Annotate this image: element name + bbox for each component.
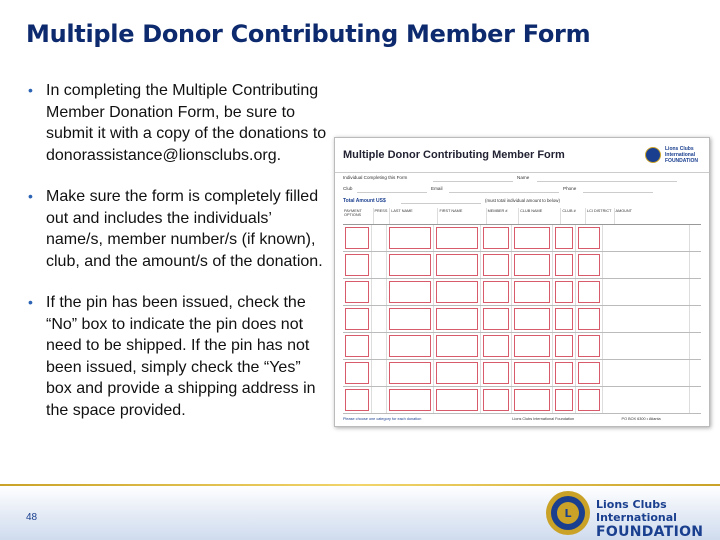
slide-title: Multiple Donor Contributing Member Form xyxy=(26,20,591,48)
form-field xyxy=(401,197,481,204)
form-input-box xyxy=(345,281,369,303)
brand-line-2: FOUNDATION xyxy=(596,524,704,540)
form-grid-cell xyxy=(553,333,576,359)
form-info-row xyxy=(335,184,709,195)
form-grid-cell xyxy=(512,306,553,332)
form-input-box xyxy=(578,254,600,276)
form-grid-cell xyxy=(603,360,690,386)
grid-col-header: AMOUNT xyxy=(615,209,632,213)
form-grid-cell xyxy=(343,333,372,359)
form-grid-cell xyxy=(603,279,690,305)
form-grid-cell xyxy=(576,360,603,386)
form-footer xyxy=(343,417,701,421)
form-input-box xyxy=(483,362,509,384)
form-grid-cell xyxy=(387,225,434,251)
form-input-box xyxy=(389,281,431,303)
form-input-box xyxy=(436,335,478,357)
grid-col-header: PRESS xyxy=(374,208,391,224)
grid-col-header: LCI DISTRICT xyxy=(586,208,615,224)
form-grid-row xyxy=(343,225,701,252)
form-input-box xyxy=(555,254,573,276)
form-grid-cell xyxy=(343,279,372,305)
grid-col-header: CLUB NAME xyxy=(519,208,561,224)
form-input-box xyxy=(436,362,478,384)
form-input-box xyxy=(345,227,369,249)
form-label: Name xyxy=(517,175,530,180)
form-input-box xyxy=(555,281,573,303)
form-logo-text: Lions Clubs International FOUNDATION xyxy=(665,146,698,164)
bullet-icon: • xyxy=(28,188,33,204)
form-grid-cell xyxy=(387,333,434,359)
form-grid-cell xyxy=(512,333,553,359)
form-field xyxy=(357,186,427,193)
form-grid-header xyxy=(343,208,701,225)
form-grid-cell xyxy=(576,333,603,359)
form-grid-cell xyxy=(481,252,512,278)
form-input-box xyxy=(555,335,573,357)
form-grid-cell xyxy=(434,279,481,305)
form-foot-right: PO BOX 6300 • Atlanta xyxy=(621,417,661,421)
form-grid-cell xyxy=(372,225,387,251)
form-input-box xyxy=(345,389,369,411)
form-grid-row xyxy=(343,279,701,306)
form-grid-cell xyxy=(434,252,481,278)
form-grid-cell xyxy=(576,252,603,278)
form-grid-cell xyxy=(372,333,387,359)
form-input-box xyxy=(514,335,550,357)
form-input-box xyxy=(578,362,600,384)
form-input-box xyxy=(436,308,478,330)
form-field xyxy=(449,186,559,193)
bullet-item xyxy=(28,292,328,421)
form-grid-cell xyxy=(434,333,481,359)
grid-col-header: MEMBER # xyxy=(487,208,519,224)
bullet-text: Make sure the form is completely filled out and includes the individuals’ name/s, member number/s (if known), club, and the amount/s of the donation. xyxy=(46,188,323,270)
form-input-box xyxy=(389,308,431,330)
form-input-box xyxy=(578,389,600,411)
form-grid-cell xyxy=(512,225,553,251)
form-input-box xyxy=(555,362,573,384)
form-input-box xyxy=(389,362,431,384)
form-grid-cell xyxy=(372,279,387,305)
grid-col-header: CLUB # xyxy=(561,208,586,224)
form-grid-cell xyxy=(512,252,553,278)
form-input-box xyxy=(483,308,509,330)
form-input-box xyxy=(514,281,550,303)
form-input-box xyxy=(555,389,573,411)
total-label: Total Amount US$ xyxy=(343,197,386,204)
form-input-box xyxy=(345,362,369,384)
form-input-box xyxy=(436,254,478,276)
form-grid-cell xyxy=(603,225,690,251)
form-foot-left: Please choose one category for each donation xyxy=(343,417,422,421)
form-input-box xyxy=(578,308,600,330)
form-grid-cell xyxy=(372,387,387,413)
form-grid-cell xyxy=(434,387,481,413)
form-grid-cell xyxy=(372,252,387,278)
bullet-text: If the pin has been issued, check the “No” box to indicate the pin does not need to be shipped. If the pin has not been issued, simply check the “Yes” box and provide a shipping address in the space provided. xyxy=(46,294,316,419)
form-grid-cell xyxy=(387,279,434,305)
form-grid-cell xyxy=(343,225,372,251)
form-input-box xyxy=(514,308,550,330)
form-input-box xyxy=(578,335,600,357)
form-grid-cell xyxy=(553,225,576,251)
form-input-box xyxy=(345,308,369,330)
grid-col-header: FIRST NAME xyxy=(438,208,486,224)
form-header xyxy=(335,138,709,173)
form-input-box xyxy=(514,389,550,411)
form-grid-cell xyxy=(387,360,434,386)
form-label: Phone xyxy=(563,186,577,191)
form-input-box xyxy=(389,335,431,357)
form-info-row xyxy=(335,173,709,184)
form-field xyxy=(433,175,513,182)
form-grid-cell xyxy=(603,306,690,332)
form-input-box xyxy=(555,227,573,249)
form-grid-cell xyxy=(481,333,512,359)
form-grid-row xyxy=(343,360,701,387)
form-grid-cell xyxy=(481,306,512,332)
form-input-box xyxy=(389,227,431,249)
form-input-box xyxy=(436,227,478,249)
form-grid-cell xyxy=(576,387,603,413)
form-input-box xyxy=(514,254,550,276)
form-grid-cell xyxy=(434,306,481,332)
form-grid-cell xyxy=(481,279,512,305)
bullet-icon: • xyxy=(28,82,33,98)
form-grid-cell xyxy=(603,387,690,413)
form-label: Club xyxy=(343,186,353,191)
form-input-box xyxy=(389,389,431,411)
bullet-item xyxy=(28,80,328,166)
form-grid-row xyxy=(343,252,701,279)
form-preview-image xyxy=(334,137,710,427)
lions-emblem-icon xyxy=(545,490,591,536)
form-grid-row xyxy=(343,387,701,414)
form-grid-cell xyxy=(481,225,512,251)
form-grid-cell xyxy=(387,387,434,413)
form-grid-rows xyxy=(335,225,709,414)
form-grid-cell xyxy=(553,360,576,386)
total-note: (must total individual amount to below) xyxy=(485,198,560,203)
form-title: Multiple Donor Contributing Member Form xyxy=(343,149,565,161)
form-grid-cell xyxy=(481,360,512,386)
form-foot-mid: Lions Clubs International Foundation xyxy=(512,417,575,421)
brand-wordmark xyxy=(596,498,720,540)
form-grid-cell xyxy=(512,279,553,305)
form-grid-cell xyxy=(512,360,553,386)
form-field xyxy=(583,186,653,193)
form-input-box xyxy=(578,227,600,249)
form-grid-cell xyxy=(553,252,576,278)
form-input-box xyxy=(483,389,509,411)
form-grid-row xyxy=(343,306,701,333)
form-grid-cell xyxy=(434,360,481,386)
form-grid-cell xyxy=(576,225,603,251)
form-grid-cell xyxy=(553,306,576,332)
form-grid-cell xyxy=(603,333,690,359)
form-grid-row xyxy=(343,333,701,360)
form-grid-cell xyxy=(343,306,372,332)
lions-logo-icon xyxy=(645,147,661,163)
bullet-icon: • xyxy=(28,294,33,310)
form-input-box xyxy=(436,281,478,303)
form-input-box xyxy=(436,389,478,411)
form-grid-cell xyxy=(434,225,481,251)
form-grid-cell xyxy=(512,387,553,413)
form-grid-cell xyxy=(576,279,603,305)
form-input-box xyxy=(483,254,509,276)
svg-text:L: L xyxy=(564,507,572,520)
form-grid-cell xyxy=(343,387,372,413)
form-input-box xyxy=(578,281,600,303)
bullet-list xyxy=(28,80,328,441)
form-input-box xyxy=(389,254,431,276)
form-grid-cell xyxy=(387,252,434,278)
form-input-box xyxy=(345,254,369,276)
page-number: 48 xyxy=(26,512,38,523)
form-grid-cell xyxy=(372,306,387,332)
form-grid-cell xyxy=(603,252,690,278)
grid-col-header: PAYMENT OPTIONS xyxy=(343,208,374,224)
form-grid-cell xyxy=(553,387,576,413)
brand-line-1: Lions Clubs International xyxy=(596,498,677,524)
bullet-item xyxy=(28,186,328,272)
form-input-box xyxy=(483,335,509,357)
form-input-box xyxy=(483,281,509,303)
form-grid-cell xyxy=(576,306,603,332)
form-input-box xyxy=(555,308,573,330)
form-grid-cell xyxy=(481,387,512,413)
form-field xyxy=(537,175,677,182)
grid-col-header: LAST NAME xyxy=(390,208,438,224)
bullet-text: In completing the Multiple Contributing Member Donation Form, be sure to submit it with a copy of the donations to donorassistance@lionsclubs.org. xyxy=(46,82,327,164)
form-grid-cell xyxy=(387,306,434,332)
form-input-box xyxy=(483,227,509,249)
form-grid-cell xyxy=(372,360,387,386)
form-grid-cell xyxy=(553,279,576,305)
form-input-box xyxy=(514,362,550,384)
form-input-box xyxy=(514,227,550,249)
form-label: Individual Completing this Form xyxy=(343,175,408,180)
form-grid-cell xyxy=(343,360,372,386)
form-grid-cell xyxy=(343,252,372,278)
form-total-row xyxy=(335,195,709,206)
form-input-box xyxy=(345,335,369,357)
form-label: Email xyxy=(431,186,443,191)
